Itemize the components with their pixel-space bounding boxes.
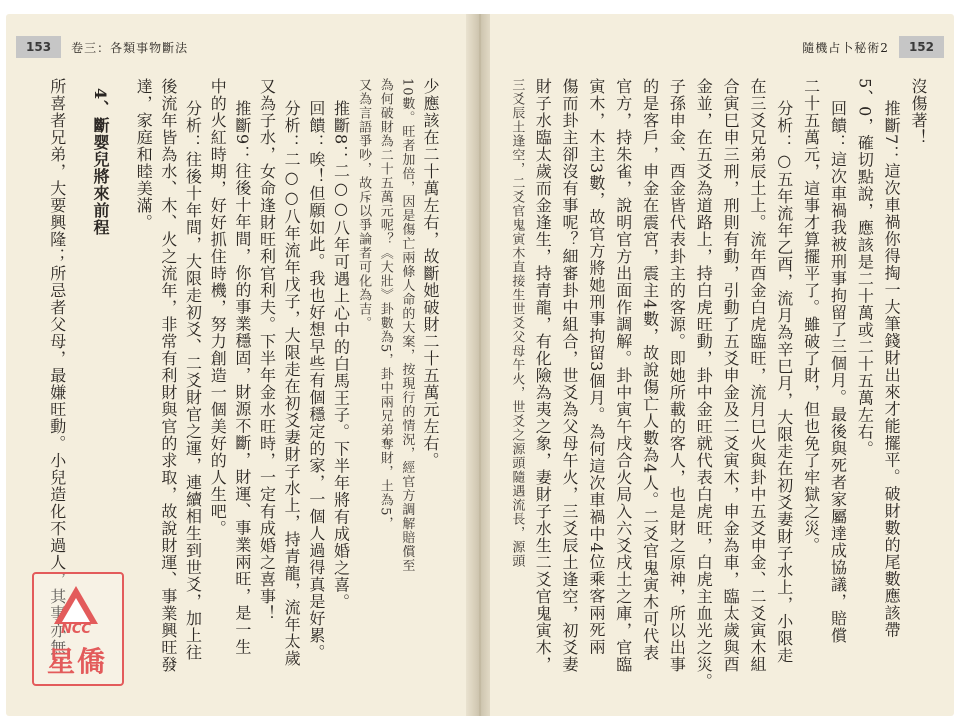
- left-page-running-title: 卷三：各類事物斷法: [71, 40, 189, 55]
- right-page-text-column: 寅木，木主3數，故官方將她刑事拘留3個月。為何這次車禍中4位乘客兩死兩: [586, 78, 606, 656]
- left-page-text-column: 又為子水，女命逢財旺利官利夫。下半年金水旺時，一定有成婚之喜事！: [257, 78, 277, 622]
- right-page-running-title: 隨機占卜秘術2: [802, 40, 889, 55]
- right-page-text-column: 金並，在五爻為道路上，持白虎旺動，卦中金旺就代表白虎旺，白虎主血光之災。: [694, 78, 714, 690]
- left-page-text-column: 推斷8：二○○八年可遇上心中的白馬王子。下半年將有成婚之喜。: [331, 100, 351, 611]
- watermark-latin-text: NCC: [61, 622, 91, 637]
- left-page-text-column: 所喜者兄弟，大要興隆；所忌者父母，最嫌旺動。小兒造化不過人，其事亦無: [47, 78, 67, 656]
- left-page-text-column: 10數。旺者加倍，因是傷亡兩條人命的大案，按現行的情況，經官方調解賠償至: [399, 78, 415, 573]
- left-page-text-column: 中的火紅時期，好好抓住時機，努力創造一個美好的人生吧。: [208, 78, 228, 537]
- right-page-header: [792, 34, 944, 60]
- left-page-text-column: 推斷9：往後十年間，你的事業穩固，財源不斷，財運、事業兩旺，是一生: [232, 100, 252, 656]
- right-page-text-column: 的是客戶，申金在震宮，震主4數，故說傷亡人數為4人。二爻官鬼寅木可代表: [640, 78, 660, 662]
- left-page-number: 153: [16, 36, 61, 58]
- right-page-text-column: 合寅巳申三刑，刑則有動，引動了五爻申金及二爻寅木，申金為車，臨太歲與酉: [721, 78, 741, 673]
- left-page-text-column: 達，家庭和睦美滿。: [134, 78, 154, 231]
- right-page: [490, 14, 954, 716]
- watermark-cjk-text: 星僑: [46, 645, 107, 678]
- right-page-body: [506, 78, 928, 698]
- right-page-text-column: 官方，持朱雀，說明官方出面作調解。卦中寅午戌合火局入六爻戌土之庫，官臨: [613, 78, 633, 673]
- right-page-text-column: 三爻辰土逢空，二爻官鬼寅木直接生世爻父母午火，世爻之源頭隨遇流長，源頭: [509, 78, 525, 568]
- left-page-header: [16, 34, 198, 60]
- left-page-text-column: 回饋：唉！但願如此。我也好想早些有個穩定的家，一個人過得真是好累。: [306, 100, 326, 661]
- right-page-text-column: 5、0，確切點說，應該是二十萬或二十五萬左右。: [855, 78, 875, 458]
- right-page-text-column: 沒傷著！: [909, 78, 928, 146]
- right-page-text-column: 在三爻兄弟辰土上。流年酉金白虎臨旺，流月巳火與卦中五爻申金、二爻寅木組: [747, 78, 767, 673]
- left-page-text-column: 後流年皆為水、木、火之流年，非常有利財與官的求取，故說財運、事業興旺發: [158, 78, 178, 673]
- left-page-text-column: 為何破財為二十五萬元呢？《大壯》卦數為5，卦中兩兄弟奪財，土為5，: [377, 78, 393, 531]
- left-page-text-column: 分析：二○○八年流年戊子，大限走在初爻妻財子水上，持青龍，流年太歲: [282, 100, 302, 667]
- right-page-text-column: 二十五萬元，這事才算擺平了。雖破了財，但也免了牢獄之災。: [801, 78, 821, 554]
- right-page-text-column: 財子水臨太歲而金逢生，持青龍，有化險為夷之象，妻財子水生二爻官鬼寅木，: [533, 78, 553, 673]
- left-page-text-column: 又為言語爭吵，故斥以爭論者可化為吉。: [356, 78, 372, 330]
- watermark-triangle-inner: [62, 598, 90, 622]
- left-page-text-column: 4、斷婴兒將來前程: [90, 88, 110, 237]
- left-page-text-column: 少應該在二十萬左右，故斷她破財二十五萬元左右。: [421, 78, 440, 469]
- ncc-watermark-logo: [32, 572, 122, 684]
- left-page-text-column: 分析：往後十年間，大限走初爻、二爻財官之運，連續相生到世爻，加上往: [183, 100, 203, 661]
- right-page-text-column: 推斷7：這次車禍你得掏一大筆錢財出來才能擺平。破財數的尾數應該帶: [882, 100, 902, 639]
- right-page-text-column: 傷而卦主卻沒有事呢？細審卦中組合，世爻為父母午火，三爻辰土逢空，初爻妻: [560, 78, 580, 673]
- right-page-text-column: 子孫申金、酉金皆代表卦主的客源。即她所載的客人，也是財之原神，所以出事: [667, 78, 687, 673]
- right-page-text-column: 分析：○五年流年乙酉，流月為辛巳月，大限走在初爻妻財子水上，小限走: [774, 100, 794, 664]
- right-page-number: 152: [899, 36, 944, 58]
- right-page-text-column: 回饋：這次車禍我被刑事拘留了三個月。最後與死者家屬達成協議，賠償: [828, 100, 848, 644]
